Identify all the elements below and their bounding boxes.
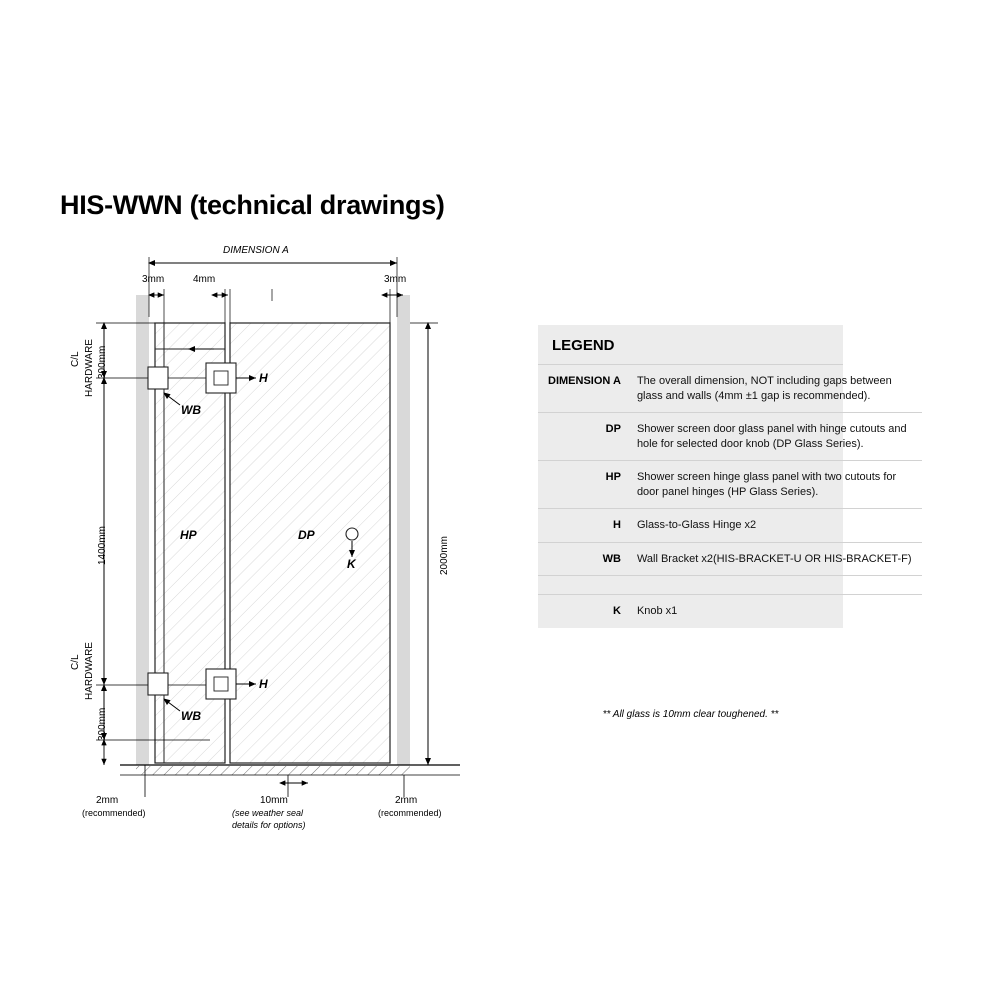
label-cl-top: C/L [70, 351, 81, 367]
label-hinge-bottom: H [259, 677, 268, 691]
label-dim-300-top: 300mm [97, 345, 108, 379]
label-bottom-right-note: (recommended) [378, 808, 442, 818]
label-bracket-bottom: WB [181, 709, 201, 723]
label-hinge-top: H [259, 371, 268, 385]
legend-row [538, 595, 922, 628]
glass-panel-dp [230, 323, 390, 763]
floor-hatch [136, 766, 410, 775]
legend-desc: Shower screen door glass panel with hinge cutouts and hole for selected door knob (DP Glass Series). [631, 413, 922, 461]
legend-table [538, 365, 922, 628]
legend-key: HP [538, 461, 631, 509]
label-bottom-right-gap: 2mm [395, 795, 418, 806]
drawing-svg [60, 245, 480, 845]
legend-row [538, 365, 922, 413]
label-panel-dp: DP [298, 528, 315, 542]
legend-desc: Shower screen hinge glass panel with two cutouts for door panel hinges (HP Glass Series). [631, 461, 922, 509]
legend-desc: Wall Bracket x2(HIS-BRACKET-U OR HIS-BRACKET-F) [631, 542, 922, 576]
label-cl-bottom: C/L [70, 654, 81, 670]
label-gap-left: 3mm [142, 274, 165, 285]
label-gap-right: 3mm [384, 274, 407, 285]
page-title: HIS-WWN (technical drawings) [60, 190, 445, 220]
legend-panel [538, 325, 912, 628]
label-bottom-left-note: (recommended) [82, 808, 146, 818]
legend-desc: The overall dimension, NOT including gaps between glass and walls (4mm ±1 gap is recommended). [631, 365, 922, 413]
legend-key: K [612, 605, 621, 618]
legend-key: H [538, 509, 631, 543]
label-bottom-center-note2: details for options) [232, 820, 306, 830]
label-bracket-top: WB [181, 403, 201, 417]
wall-right [397, 295, 410, 765]
legend-desc: Knob x1 [636, 605, 678, 618]
legend-spacer-cell [631, 576, 922, 595]
legend-row [538, 542, 922, 576]
label-gap-glass: 4mm [193, 274, 216, 285]
label-hardware-top: HARDWARE [84, 339, 95, 397]
door-knob [346, 528, 358, 540]
legend-spacer-cell [538, 576, 631, 595]
legend-key: DP [538, 413, 631, 461]
technical-drawing [60, 245, 480, 845]
legend-row [538, 413, 922, 461]
label-dimension-a: DIMENSION A [223, 245, 289, 256]
label-hardware-bottom: HARDWARE [84, 642, 95, 700]
legend-key: WB [538, 542, 631, 576]
legend-desc: Glass-to-Glass Hinge x2 [631, 509, 922, 543]
label-knob: K [347, 557, 356, 571]
wall-left [136, 295, 149, 765]
wall-bracket-bottom [148, 673, 168, 695]
label-height-2000: 2000mm [439, 536, 450, 575]
wall-bracket-top [148, 367, 168, 389]
label-bottom-left-gap: 2mm [96, 795, 119, 806]
label-dim-300-bottom: 300mm [97, 707, 108, 741]
legend-heading: LEGEND [538, 325, 843, 365]
label-panel-hp: HP [180, 528, 197, 542]
label-dim-1400: 1400mm [97, 526, 108, 565]
legend-row [538, 509, 922, 543]
legend-spacer-row [538, 576, 922, 595]
label-bottom-center-gap: 10mm [260, 795, 288, 806]
legend-note: ** All glass is 10mm clear toughened. ** [602, 709, 779, 720]
legend-row [538, 461, 922, 509]
legend-key: DIMENSION A [538, 365, 631, 413]
label-bottom-center-note1: (see weather seal [232, 808, 304, 818]
